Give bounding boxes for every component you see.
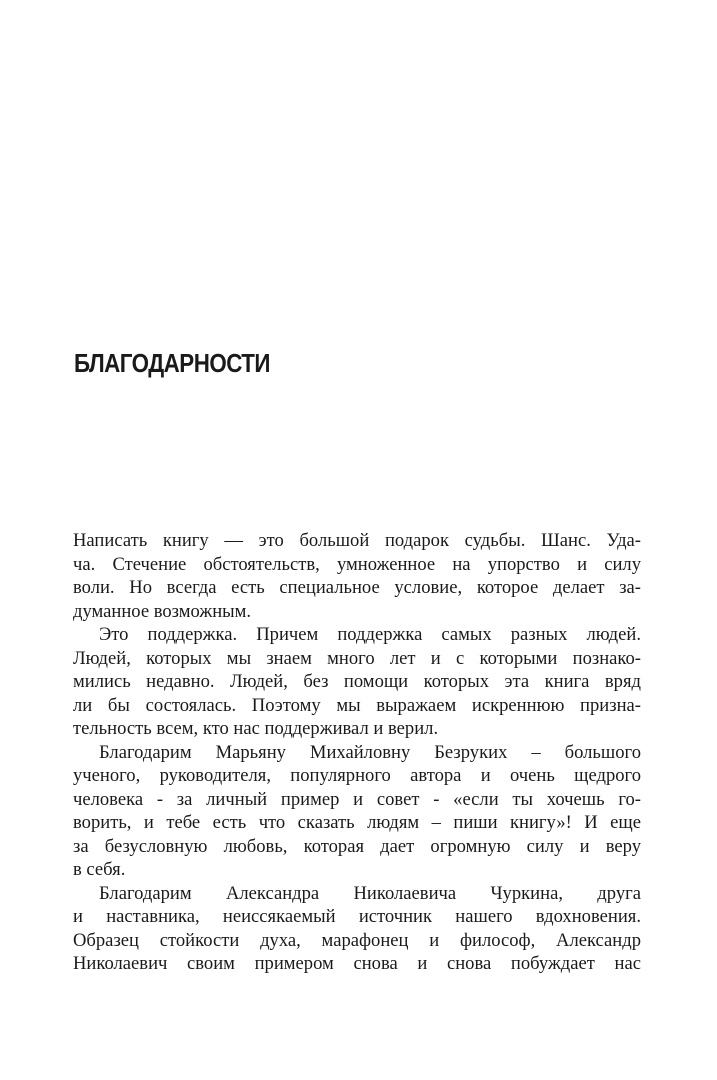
text-line: за безусловную любовь, которая дает огромную силу и веру	[73, 835, 641, 857]
body-text	[73, 529, 641, 976]
text-line: Образец стойкости духа, марафонец и философ, Александр	[73, 929, 641, 951]
text-line: Это поддержка. Причем поддержка самых разных людей.	[99, 624, 641, 645]
text-line: ворить, и тебе есть что сказать людям – пиши книгу»! И еще	[73, 812, 641, 833]
text-line: ученого, руководителя, популярного автора и очень щедрого	[73, 765, 641, 786]
text-line: Людей, которых мы знаем много лет и с которыми познако-	[73, 647, 641, 669]
paragraph-2	[73, 623, 641, 741]
text-line: человека - за личный пример и совет - «если ты хочешь го-	[73, 788, 641, 810]
text-line: Благодарим Марьяну Михайловну Безруких – большого	[99, 741, 641, 763]
chapter-heading: БЛАГОДАРНОСТИ	[74, 348, 270, 378]
text-line: думанное возможным.	[73, 600, 252, 622]
text-line: Николаевич своим примером снова и снова побуждает нас	[73, 953, 641, 974]
text-line: мились недавно. Людей, без помощи которых эта книга вряд	[73, 671, 641, 692]
text-line: тельность всем, кто нас поддерживал и верил.	[73, 718, 439, 739]
text-line: воли. Но всегда есть специальное условие, которое делает за-	[73, 577, 641, 598]
text-line: Благодарим Александра Николаевича Чуркина, друга	[99, 882, 641, 904]
text-line: и наставника, неиссякаемый источник нашего вдохновения.	[73, 906, 641, 927]
text-line: ли бы состоялась. Поэтому мы выражаем искреннюю призна-	[73, 694, 641, 716]
text-line: ча. Стечение обстоятельств, умноженное на упорство и силу	[73, 553, 641, 575]
text-line: в себя.	[73, 859, 126, 880]
paragraph-1	[73, 529, 641, 623]
paragraph-4	[73, 882, 641, 976]
text-line: Написать книгу — это большой подарок судьбы. Шанс. Уда-	[73, 530, 641, 551]
paragraph-3	[73, 741, 641, 882]
